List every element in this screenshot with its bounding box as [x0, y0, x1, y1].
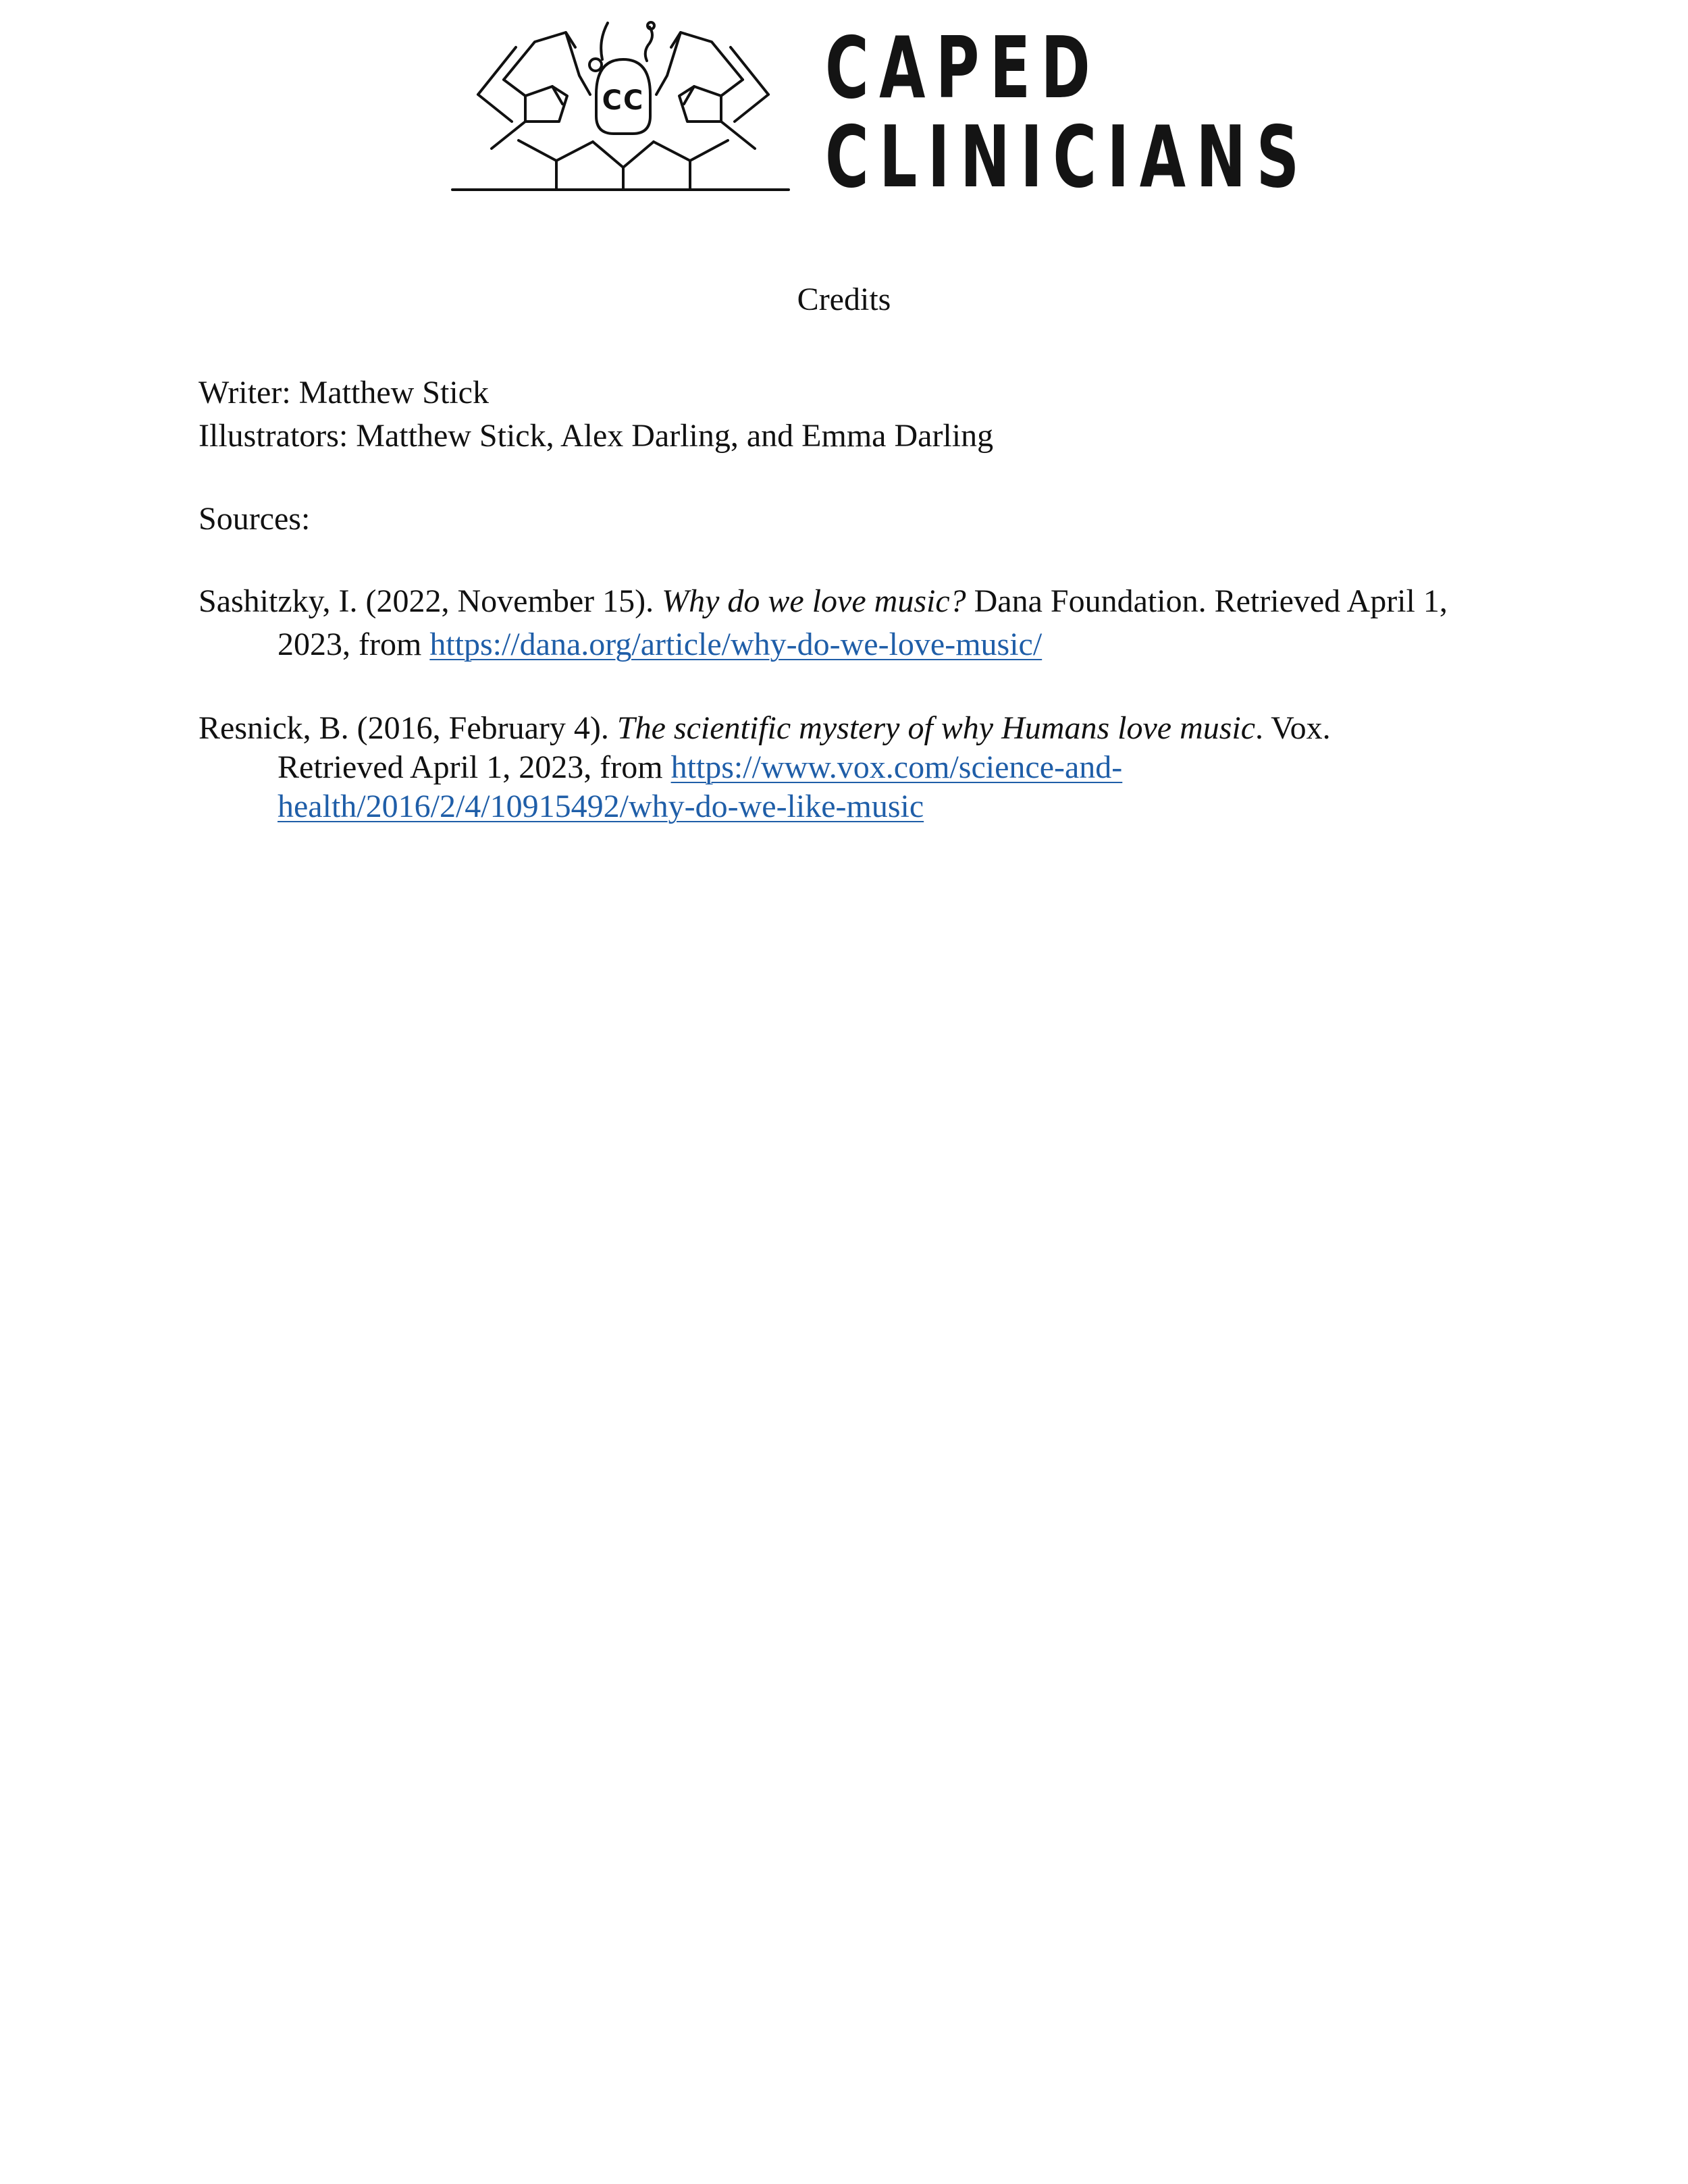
reference-line [199, 625, 1549, 664]
brand-name-line-1: CAPED [825, 18, 1101, 117]
reference-author-date: Resnick, B. (2016, February 4). [199, 710, 617, 746]
reference-entry [199, 582, 1549, 664]
sources-label: Sources: [199, 501, 311, 537]
logo-monogram: CC [602, 85, 645, 116]
writer-credit: Writer: Matthew Stick [199, 375, 489, 410]
reference-line [199, 748, 1549, 787]
reference-author-date: Sashitzky, I. (2022, November 15). [199, 583, 662, 619]
reference-publisher: . Vox. [1255, 710, 1331, 746]
reference-line [199, 787, 1549, 826]
reference-entry [199, 709, 1549, 826]
reference-publisher: Dana Foundation. Retrieved April 1, [966, 583, 1448, 619]
page-title: Credits [797, 282, 891, 317]
superhero-doctor-stethoscope-icon [451, 20, 795, 197]
illustrators-credit: Illustrators: Matthew Stick, Alex Darling, and Emma Darling [199, 418, 994, 454]
reference-retrieved: 2023, from [278, 627, 430, 662]
reference-title: The scientific mystery of why Humans love music [616, 710, 1256, 746]
reference-link[interactable]: https://www.vox.com/science-and- [670, 749, 1123, 785]
reference-title: Why do we love music? [662, 583, 966, 619]
brand-name-line-2: CLINICIANS [825, 107, 1310, 207]
reference-line [199, 709, 1549, 748]
reference-line [199, 582, 1549, 621]
reference-link[interactable]: https://dana.org/article/why-do-we-love-music/ [429, 627, 1043, 662]
reference-retrieved: Retrieved April 1, 2023, from [278, 749, 671, 785]
reference-link-continued[interactable]: health/2016/2/4/10915492/why-do-we-like-music [278, 789, 924, 824]
